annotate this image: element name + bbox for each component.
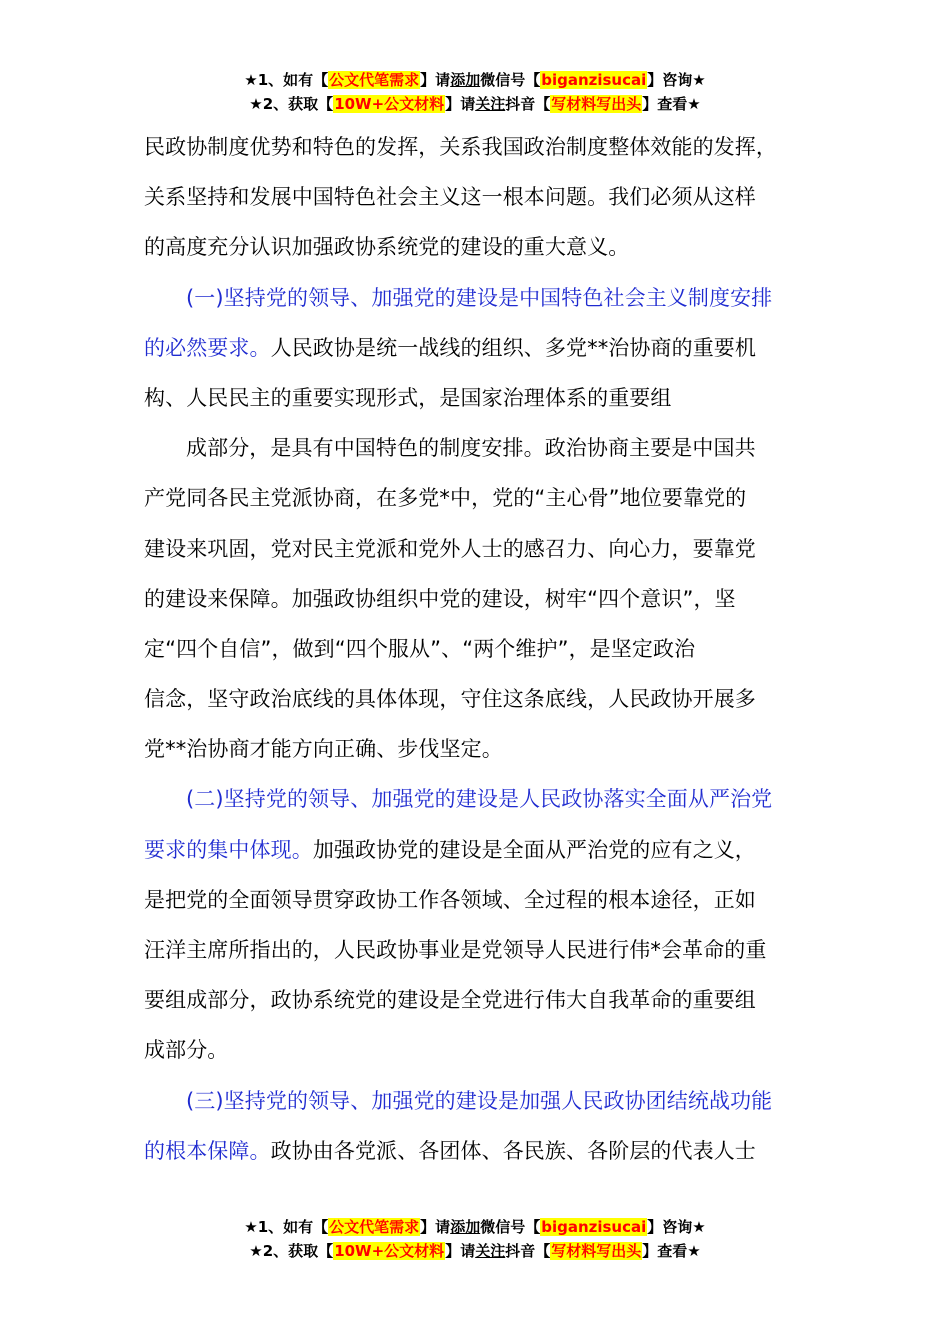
footer-banner: [0, 1215, 950, 1263]
text-line: 信念，坚守政治底线的具体体现，守住这条底线，人民政协开展多: [144, 687, 756, 712]
section-3-heading-end: 的根本保障。: [144, 1138, 271, 1163]
highlight-service: 公文代笔需求: [329, 1218, 420, 1236]
banner-text: 微信号【: [480, 71, 541, 89]
banner-underlined-text: 添加: [450, 1218, 481, 1236]
banner-text: 】查看★: [642, 1242, 701, 1260]
text-line: 成部分，是具有中国特色的制度安排。政治协商主要是中国共: [186, 436, 756, 461]
footer-banner-line-1: [0, 1215, 950, 1239]
text-line: [144, 1126, 809, 1176]
text-line: [144, 825, 809, 875]
section-2-heading-end: 要求的集中体现。: [144, 837, 313, 862]
header-banner-line-1: [0, 68, 950, 92]
banner-text: 抖音【: [505, 1242, 551, 1260]
text-line: 要组成部分，政协系统党的建设是全党进行伟大自我革命的重要组: [144, 988, 756, 1013]
banner-text: 】请: [445, 95, 476, 113]
highlight-materials: 10W+公文材料: [334, 1242, 445, 1260]
text-run: 人民政协是统一战线的组织、多党**治协商的重要机: [270, 335, 757, 360]
banner-text: 】请: [445, 1242, 476, 1260]
banner-underlined-text: 关注: [475, 95, 506, 113]
text-line: 汪洋主席所指出的，人民政协事业是党领导人民进行伟*会革命的重: [144, 938, 767, 962]
banner-text: 】请: [420, 71, 451, 89]
banner-text: 】查看★: [642, 95, 701, 113]
highlight-service: 公文代笔需求: [329, 71, 420, 89]
banner-text: 】咨询★: [647, 1218, 706, 1236]
document-body: [144, 122, 809, 1176]
highlight-wechat-id: biganzisucai: [541, 1218, 647, 1236]
section-1-heading: (一)坚持党的领导、加强党的建设是中国特色社会主义制度安排: [186, 285, 773, 310]
text-run: 政协由各党派、各团体、各民族、各阶层的代表人士: [270, 1138, 756, 1163]
text-line: 建设来巩固，党对民主党派和党外人士的感召力、向心力，要靠党: [144, 536, 756, 561]
banner-text: 】请: [420, 1218, 451, 1236]
header-banner-line-2: [0, 92, 950, 116]
text-line: 产党同各民主党派协商，在多党*中，党的“主心骨”地位要靠党的: [144, 486, 747, 511]
banner-text: 微信号【: [480, 1218, 541, 1236]
text-run: 加强政协党的建设是全面从严治党的应有之义，: [312, 837, 756, 862]
text-line: 是把党的全面领导贯穿政协工作各领域、全过程的根本途径，正如: [144, 887, 756, 912]
banner-underlined-text: 添加: [450, 71, 481, 89]
section-2-heading: (二)坚持党的领导、加强党的建设是人民政协落实全面从严治党: [186, 787, 773, 812]
banner-text: ★2、获取【: [249, 1242, 334, 1260]
section-3-heading: (三)坚持党的领导、加强党的建设是加强人民政协团结统战功能: [186, 1088, 773, 1113]
highlight-douyin-id: 写材料写出头: [551, 95, 642, 113]
banner-text: 抖音【: [505, 95, 551, 113]
banner-text: ★1、如有【: [244, 71, 329, 89]
highlight-douyin-id: 写材料写出头: [551, 1242, 642, 1260]
highlight-materials: 10W+公文材料: [334, 95, 445, 113]
banner-text: ★1、如有【: [244, 1218, 329, 1236]
banner-text: ★2、获取【: [249, 95, 334, 113]
section-1-heading-end: 的必然要求。: [144, 335, 271, 360]
text-line: 关系坚持和发展中国特色社会主义这一根本问题。我们必须从这样: [144, 185, 756, 210]
text-line: 的高度充分认识加强政协系统党的建设的重大意义。: [144, 235, 630, 260]
banner-underlined-text: 关注: [475, 1242, 506, 1260]
header-banner: [0, 68, 950, 116]
text-line: 民政协制度优势和特色的发挥，关系我国政治制度整体效能的发挥，: [144, 135, 777, 159]
text-line: 党**治协商才能方向正确、步伐坚定。: [144, 737, 503, 762]
text-line: 成部分。: [144, 1038, 229, 1063]
banner-text: 】咨询★: [647, 71, 706, 89]
text-line: 定“四个自信”，做到“四个服从”、“两个维护”，是坚定政治: [144, 636, 696, 661]
footer-banner-line-2: [0, 1239, 950, 1263]
text-line: 的建设来保障。加强政协组织中党的建设，树牢“四个意识”，坚: [144, 586, 736, 611]
text-line: [144, 323, 809, 373]
highlight-wechat-id: biganzisucai: [541, 71, 647, 89]
text-line: 构、人民民主的重要实现形式，是国家治理体系的重要组: [144, 385, 672, 410]
